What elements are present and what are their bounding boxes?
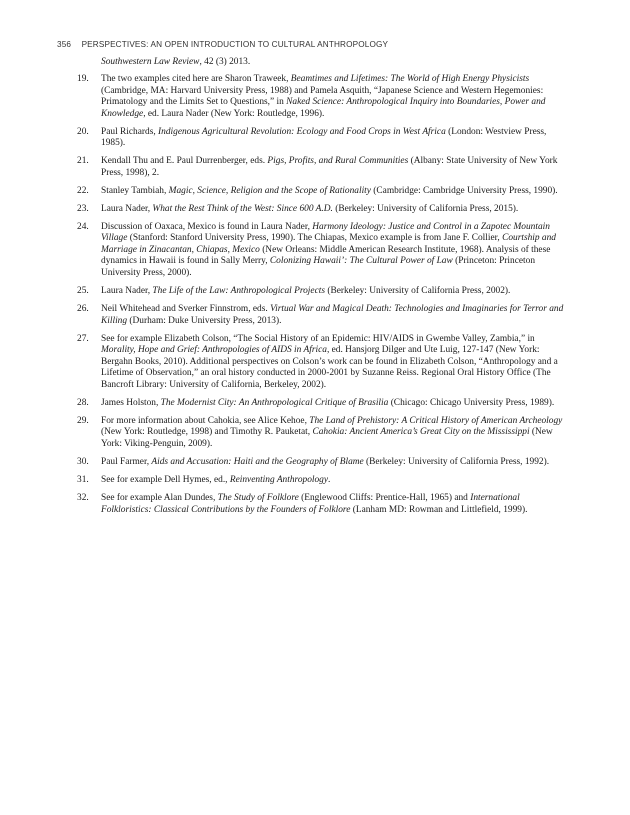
endnote-item: [68, 457, 564, 469]
endnote-title: Courtship and Marriage in Zinacantan, Chiapas, Mexico: [101, 233, 556, 255]
endnote-title: The Land of Prehistory: A Critical History of American Archeology: [309, 415, 563, 426]
endnote-title: Morality, Hope and Grief: Anthropologies of AIDS in Africa: [101, 345, 327, 356]
page-number: 356: [57, 40, 72, 49]
endnote-number: 31.: [77, 475, 89, 486]
endnote-text: Stanley Tambiah,: [101, 185, 169, 196]
endnote-text: (New Orleans: Middle American Research Institute, 1968). Analysis of these dynamics in Hawaii is found in Sally Merry,: [101, 244, 551, 267]
endnote-text: , ed. Laura Nader (New York: Routledge, 1996).: [143, 108, 325, 119]
endnote-text: (Durham: Duke University Press, 2013).: [127, 315, 282, 326]
endnote-text: (Lanham MD: Rowman and Littlefield, 1999).: [350, 504, 528, 515]
endnote-text: Discussion of Oaxaca, Mexico is found in Laura Nader,: [101, 221, 313, 232]
endnote-title: Aids and Accusation: Haiti and the Geography of Blame: [151, 457, 364, 468]
endnote-text: (Princeton: Princeton University Press, 2000).: [101, 256, 536, 278]
endnote-text: (Chicago: Chicago University Press, 1989).: [388, 397, 555, 408]
endnote-title: What the Rest Think of the West: Since 600 A.D.: [152, 203, 333, 214]
endnote-item: [68, 475, 564, 487]
notes-container: [68, 74, 564, 516]
endnote-text: (New York: Routledge, 1998) and Timothy R. Pauketat,: [101, 427, 313, 438]
running-header: [57, 40, 577, 49]
endnote-item: [68, 398, 564, 410]
endnote-text: , ed. Hansjorg Dilger and Ute Luig, 127-147 (New York: Bergahn Books, 2010). Additional perspectives on Colson’s work can be found in Elizabeth Colson, “Anthropology and a Lifetime of Observation,” an oral history conducted in 2000-2001 by Suzanne Reiss. Regional Oral History Office (The Bancroft Library: University of California, Berkeley, 2002).: [101, 345, 558, 390]
endnote-text: See for example Dell Hymes, ed.,: [101, 475, 230, 486]
endnote-number: 23.: [77, 203, 89, 214]
endnote-title: Magic, Science, Religion and the Scope of Rationality: [168, 185, 371, 196]
continuation-title: Southwestern Law Review: [101, 57, 200, 67]
endnote-text: (Berkeley: University of California Press, 2015).: [332, 203, 519, 214]
endnote-title: Naked Science: Anthropological Inquiry into Boundaries, Power and Knowledge: [101, 97, 546, 119]
endnote-text: See for example Alan Dundes,: [101, 493, 218, 504]
endnote-title: International Folkloristics: Classical Contributions by the Founders of Folklore: [101, 493, 520, 515]
endnote-number: 29.: [77, 415, 89, 426]
endnote-text: Laura Nader,: [101, 286, 153, 297]
endnote-item: [68, 304, 564, 327]
endnote-number: 21.: [77, 156, 89, 167]
endnote-item: [68, 222, 564, 280]
endnote-number: 19.: [77, 74, 89, 84]
endnote-number: 24.: [77, 221, 89, 232]
endnote-text: (Stanford: Stanford University Press, 1990). The Chiapas, Mexico example is from Jane F. Collier,: [127, 233, 503, 244]
endnote-title: Indigenous Agricultural Revolution: Ecology and Food Crops in West Africa: [158, 126, 446, 137]
note-continuation: [68, 57, 564, 69]
endnote-title: Reinventing Anthropology: [229, 475, 329, 486]
endnote-text: Laura Nader,: [101, 203, 153, 214]
endnote-text: .: [328, 475, 331, 486]
endnote-text: (Albany: State University of New York Press, 1998), 2.: [101, 156, 558, 178]
endnote-item: [68, 334, 564, 392]
endnote-text: Kendall Thu and E. Paul Durrenberger, eds.: [101, 156, 268, 167]
endnote-item: [68, 493, 564, 516]
endnote-text: Neil Whitehead and Sverker Finnstrom, eds.: [101, 304, 271, 315]
endnote-text: (Englewood Cliffs: Prentice-Hall, 1965) and: [298, 493, 471, 504]
endnote-item: [68, 286, 564, 298]
endnote-text: Paul Farmer,: [101, 457, 152, 468]
endnotes-list: [68, 57, 564, 523]
endnote-title: Virtual War and Magical Death: Technologies and Imaginaries for Terror and Killing: [101, 304, 564, 326]
endnote-title: The Life of the Law: Anthropological Projects: [152, 286, 325, 297]
endnote-number: 22.: [77, 185, 89, 196]
endnote-title: Pigs, Profits, and Rural Communities: [267, 156, 409, 167]
endnote-number: 28.: [77, 397, 89, 408]
running-title: PERSPECTIVES: AN OPEN INTRODUCTION TO CULTURAL ANTHROPOLOGY: [81, 40, 389, 49]
endnote-item: [68, 156, 564, 179]
endnote-number: 27.: [77, 333, 89, 344]
endnote-number: 30.: [77, 457, 89, 468]
endnote-item: [68, 416, 564, 451]
endnote-text: (New York: Viking-Penguin, 2009).: [101, 427, 553, 449]
endnote-text: (London: Westview Press, 1985).: [101, 126, 547, 149]
endnote-title: Beamtimes and Lifetimes: The World of High Energy Physicists: [290, 74, 530, 84]
endnote-item: [68, 204, 564, 216]
endnote-text: The two examples cited here are Sharon Traweek,: [101, 74, 291, 84]
endnote-title: Colonizing Hawaii’: The Cultural Power of Law: [269, 256, 453, 267]
endnote-number: 20.: [77, 126, 89, 137]
endnote-text: Paul Richards,: [101, 126, 159, 137]
endnote-item: [68, 74, 564, 120]
endnote-title: Cahokia: Ancient America’s Great City on the Mississippi: [312, 427, 530, 438]
endnote-text: For more information about Cahokia, see Alice Kehoe,: [101, 415, 310, 426]
continuation-rest: , 42 (3) 2013.: [199, 57, 251, 67]
endnote-text: (Cambridge: Cambridge University Press, 1990).: [370, 185, 558, 196]
endnote-number: 25.: [77, 286, 89, 297]
endnote-title: Harmony Ideology: Justice and Control in a Zapotec Mountain Village: [101, 221, 550, 244]
endnote-title: The Study of Folklore: [217, 493, 299, 504]
endnote-text: (Cambridge, MA: Harvard University Press, 1988) and Pamela Asquith, “Japanese Science and Western Hegemonies: Primatology and the Limits Set to Questions,” in: [101, 85, 544, 107]
endnote-item: [68, 127, 564, 150]
endnote-text: James Holston,: [101, 397, 161, 408]
endnote-number: 26.: [77, 304, 89, 315]
endnote-item: [68, 186, 564, 198]
endnote-text: See for example Elizabeth Colson, “The Social History of an Epidemic: HIV/AIDS in Gwembe Valley, Zambia,” in: [101, 333, 535, 344]
endnote-title: The Modernist City: An Anthropological Critique of Brasilia: [160, 397, 389, 408]
endnote-text: (Berkeley: University of California Press, 2002).: [324, 286, 511, 297]
endnote-text: (Berkeley: University of California Press, 1992).: [363, 457, 550, 468]
endnote-number: 32.: [77, 493, 89, 504]
